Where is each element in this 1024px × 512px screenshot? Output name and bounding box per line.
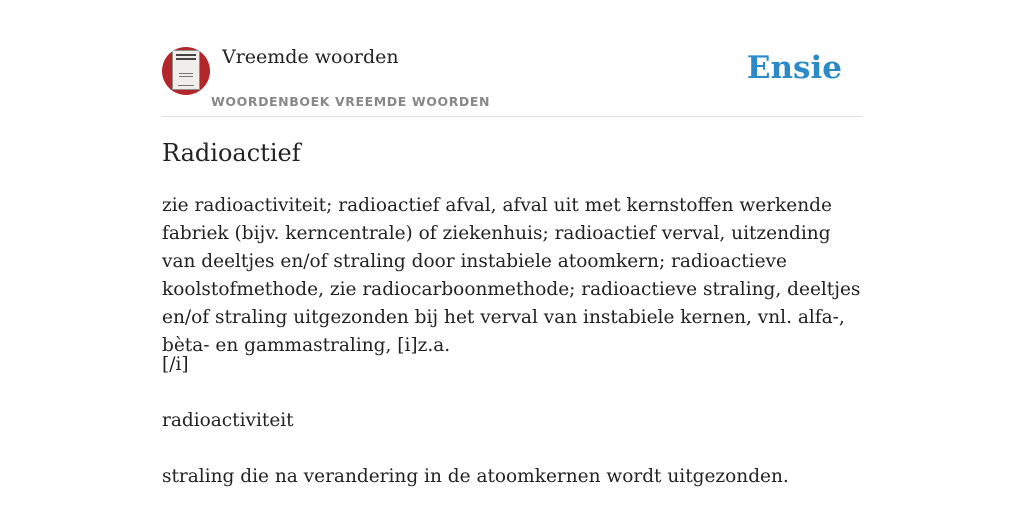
page-title: Radioactief xyxy=(162,139,301,167)
related-definition: straling die na verandering in de atoomkernen wordt uitgezonden. xyxy=(162,466,789,487)
site-subtitle: WOORDENBOEK VREEMDE WOORDEN xyxy=(211,94,491,109)
site-header xyxy=(162,44,862,117)
site-name[interactable]: Vreemde woorden xyxy=(222,46,399,68)
entry-definition: zie radioactiviteit; radioactief afval, afval uit met kernstoffen werkende fabriek (bijv. kerncentrale) of ziekenhuis; radioactief verval, uitzending van deeltjes en/of straling door instabiele atoomkern; radioactieve koolstofmethode, zie radiocarboonmethode; radioactieve straling, deeltjes en/of straling uitgezonden bij het verval van instabiele kernen, vnl. alfa-, bèta- en gammastraling, [i]z.a. xyxy=(162,195,861,356)
entry-closing-tag: [/i] xyxy=(162,354,189,375)
brand-logo[interactable]: Ensie xyxy=(746,50,842,86)
related-term: radioactiviteit xyxy=(162,410,294,431)
book-cover-icon xyxy=(172,50,200,90)
avatar[interactable] xyxy=(162,47,210,95)
